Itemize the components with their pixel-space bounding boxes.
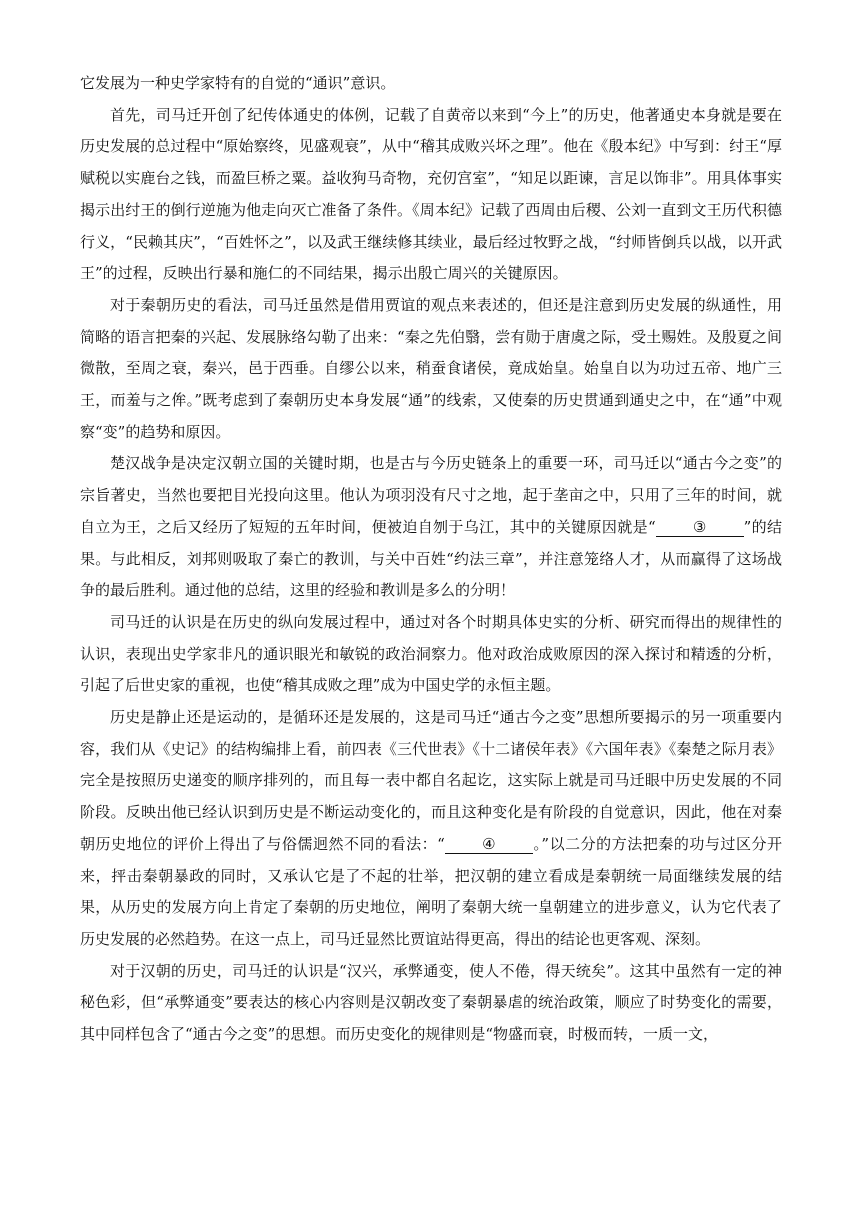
paragraph-4-text-after: ”的结果。与此相反，刘邦则吸取了秦亡的教训，与关中百姓“约法三章”，并注意笼络人才，从而赢得了这场战争的最后胜利。通过他的总结，这里的经验和教训是多么的分明！ xyxy=(80,517,782,600)
blank-4: ④ xyxy=(445,835,533,854)
document-page xyxy=(80,68,782,1051)
paragraph-6-text-before: 历史是静止还是运动的，是循环还是发展的，这是司马迁“通古今之变”思想所要揭示的另一项重要内容，我们从《史记》的结构编排上看，前四表《三代世表》《十二诸侯年表》《六国年表》《秦楚之际月表》完全是按照历史递变的顺序排列的，而且每一表中都自名起讫，这实际上就是司马迁眼中历史发展的不同阶段。反映出他已经认识到历史是不断运动变化的，而且这种变化是有阶段的自觉意识，因此，他在对秦朝历史地位的评价上得出了与俗儒迥然不同的看法：“ xyxy=(80,708,782,853)
paragraph-7: 对于汉朝的历史，司马迁的认识是“汉兴，承弊通变，使人不倦，得天统矣”。这其中虽然有一定的神秘色彩，但“承弊通变”要表达的核心内容则是汉朝改变了秦朝暴虐的统治政策，顺应了时势变化的需要，其中同样包含了“通古今之变”的思想。而历史变化的规律则是“物盛而衰，时极而转，一质一文， xyxy=(80,961,782,1044)
paragraph-4-text-before: 楚汉战争是决定汉朝立国的关键时期，也是古与今历史链条上的重要一环，司马迁以“通古今之变”的宗旨著史，当然也要把目光投向这里。他认为项羽没有尺寸之地，起于垄亩之中，只用了三年的时间，就自立为王，之后又经历了短短的五年时间，便被迫自刎于乌江，其中的关键原因就是“ xyxy=(80,454,782,536)
paragraph-2: 首先，司马迁开创了纪传体通史的体例，记载了自黄帝以来到“今上”的历史，他著通史本身就是要在历史发展的总过程中“原始察终，见盛观衰”，从中“稽其成败兴坏之理”。他在《殷本纪》中写到：纣王“厚赋税以实鹿台之钱，而盈巨桥之粟。益收狗马奇物，充仞宫室”，“知足以距谏，言足以饰非”。用具体事实揭示出纣王的倒行逆施为他走向灭亡准备了条件。《周本纪》记载了西周由后稷、公刘一直到文王历代积德行义，“民赖其庆”，“百姓怀之”，以及武王继续修其续业，最后经过牧野之战，“纣师皆倒兵以战，以开武王”的过程，反映出行暴和施仁的不同结果，揭示出殷亡周兴的关键原因。 xyxy=(80,105,782,283)
paragraph-4 xyxy=(80,448,782,607)
blank-3: ③ xyxy=(656,518,744,537)
paragraph-6-text-after: 。”以二分的方法把秦的功与过区分开来，抨击秦朝暴政的同时，又承认它是了不起的壮举，把汉朝的建立看成是秦朝统一局面继续发展的结果，从历史的发展方向上肯定了秦朝的历史地位，阐明了秦朝大统一皇朝建立的进步意义，认为它代表了历史发展的必然趋势。在这一点上，司马迁显然比贾谊站得更高，得出的结论也更客观、深刻。 xyxy=(80,834,783,948)
paragraph-5: 司马迁的认识是在历史的纵向发展过程中，通过对各个时期具体史实的分析、研究而得出的规律性的认识，表现出史学家非凡的通识眼光和敏锐的政治洞察力。他对政治成败原因的深入探讨和精透的分析，引起了后世史家的重视，也使“稽其成败之理”成为中国史学的永恒主题。 xyxy=(80,612,782,695)
paragraph-3: 对于秦朝历史的看法，司马迁虽然是借用贾谊的观点来表述的，但还是注意到历史发展的纵通性，用简略的语言把秦的兴起、发展脉络勾勒了出来：“秦之先伯翳，尝有勋于唐虞之际，受土赐姓。及殷夏之间微散，至周之衰，秦兴，邑于西垂。自缪公以来，稍蚕食诸侯，竟成始皇。始皇自以为功过五帝、地广三王，而羞与之侔。”既考虑到了秦朝历史本身发展“通”的线索，又使秦的历史贯通到通史之中，在“通”中观察“变”的趋势和原因。 xyxy=(80,295,782,441)
paragraph-6 xyxy=(80,702,782,956)
paragraph-1: 它发展为一种史学家特有的自觉的“通识”意识。 xyxy=(80,74,396,92)
